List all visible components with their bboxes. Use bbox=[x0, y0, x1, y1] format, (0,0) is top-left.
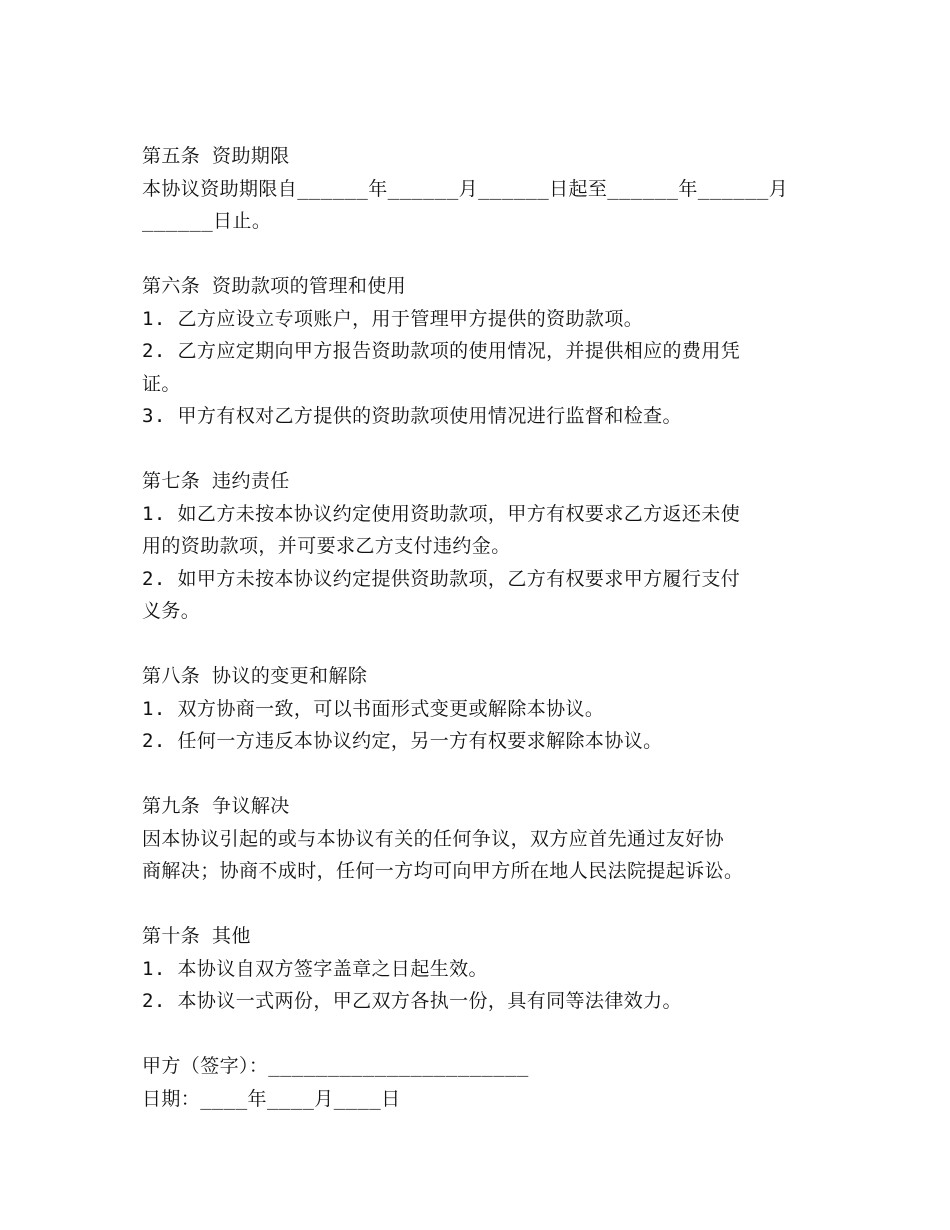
section-heading: 第十条 其他 bbox=[142, 925, 251, 947]
section-gap bbox=[142, 433, 842, 466]
paragraph-line: 商解决；协商不成时，任何一方均可向甲方所在地人民法院提起诉讼。 bbox=[142, 860, 744, 882]
section-gap bbox=[142, 628, 842, 661]
paragraph-line: 2. 如甲方未按本协议约定提供资助款项，乙方有权要求甲方履行支付 bbox=[142, 567, 741, 590]
section-heading: 第七条 违约责任 bbox=[142, 470, 290, 492]
section-gap bbox=[142, 758, 842, 791]
document-page bbox=[142, 140, 842, 1115]
paragraph-line: 1. 双方协商一致，可以书面形式变更或解除本协议。 bbox=[142, 697, 605, 720]
paragraph-line: 因本协议引起的或与本协议有关的任何争议，双方应首先通过友好协 bbox=[142, 827, 725, 850]
section-5 bbox=[142, 140, 842, 238]
section-6 bbox=[142, 270, 842, 433]
paragraph-line: 本协议资助期限自______年______月______日起至______年______月 bbox=[142, 177, 789, 200]
paragraph-line: 1. 如乙方未按本协议约定使用资助款项，甲方有权要求乙方返还未使 bbox=[142, 502, 741, 525]
party-a-signature-line: 甲方（签字）：______________________ bbox=[142, 1055, 529, 1077]
paragraph-line: 2. 本协议一式两份，甲乙双方各执一份，具有同等法律效力。 bbox=[142, 990, 682, 1012]
section-gap bbox=[142, 888, 842, 921]
section-9 bbox=[142, 790, 842, 888]
paragraph-line: 1. 乙方应设立专项账户，用于管理甲方提供的资助款项。 bbox=[142, 307, 644, 330]
section-heading: 第六条 资助款项的管理和使用 bbox=[142, 275, 407, 297]
section-heading: 第八条 协议的变更和解除 bbox=[142, 665, 368, 687]
paragraph-line: 证。 bbox=[142, 372, 181, 395]
section-heading: 第九条 争议解决 bbox=[142, 795, 290, 817]
section-gap bbox=[142, 1018, 842, 1051]
paragraph-line: 3. 甲方有权对乙方提供的资助款项使用情况进行监督和检查。 bbox=[142, 405, 682, 427]
section-10 bbox=[142, 920, 842, 1018]
section-heading: 第五条 资助期限 bbox=[142, 145, 290, 167]
paragraph-line: ______日止。 bbox=[142, 210, 272, 232]
paragraph-line: 2. 任何一方违反本协议约定，另一方有权要求解除本协议。 bbox=[142, 730, 663, 752]
signature-block bbox=[142, 1050, 842, 1115]
section-7 bbox=[142, 465, 842, 628]
paragraph-line: 1. 本协议自双方签字盖章之日起生效。 bbox=[142, 957, 488, 980]
signature-date-line: 日期：____年____月____日 bbox=[142, 1087, 401, 1110]
section-8 bbox=[142, 660, 842, 758]
paragraph-line: 2. 乙方应定期向甲方报告资助款项的使用情况，并提供相应的费用凭 bbox=[142, 340, 741, 362]
paragraph-line: 用的资助款项，并可要求乙方支付违约金。 bbox=[142, 535, 511, 557]
paragraph-line: 义务。 bbox=[142, 600, 201, 622]
section-gap bbox=[142, 238, 842, 271]
